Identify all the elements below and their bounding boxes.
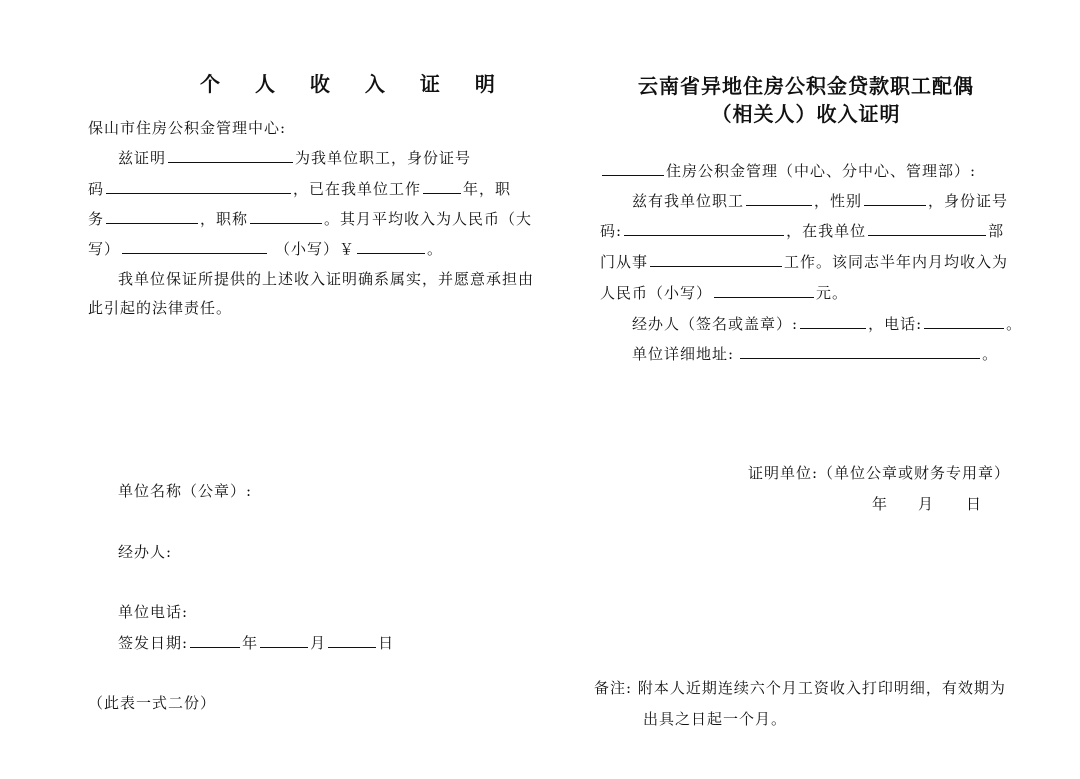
right-handler-blank[interactable] [800,313,866,329]
income-uppercase-blank[interactable] [122,238,267,254]
left-addressee: 保山市住房公积金管理中心: [88,119,287,137]
right-phone-blank[interactable] [924,313,1004,329]
issue-year-label: 年 [242,634,259,652]
employee-name-blank[interactable] [746,190,812,206]
right-line-3 [600,251,1008,272]
left-line-4-text-a: 写） [88,240,121,258]
left-line-4-text-b: （小写）￥ [275,240,356,258]
gender-blank[interactable] [864,190,926,206]
left-line-3-text-c: 。其月平均收入为人民币（大 [324,210,533,228]
position-blank[interactable] [106,208,198,224]
right-date-day: 日 [966,495,983,513]
right-line-4-text-b: 元。 [816,284,849,302]
handler-label: 经办人: [118,543,173,561]
issue-day-label: 日 [378,634,395,652]
right-line-2 [600,220,1004,241]
name-blank[interactable] [168,147,293,163]
right-line-1-text-c: ，身份证号 [928,192,1009,210]
right-address [632,343,998,364]
issue-date [118,632,394,653]
issue-day-blank[interactable] [328,632,376,648]
left-line-3-text-a: 务 [88,210,105,228]
left-line-2-text-c: 年，职 [463,180,512,198]
left-line-1-text-b: 为我单位职工，身份证号 [295,149,472,167]
remark-line-2: 出具之日起一个月。 [643,710,788,728]
right-line-2-text-c: 部 [988,222,1005,240]
left-line-1-text-a: 兹证明 [118,149,167,167]
right-addressee-text: 住房公积金管理（中心、分中心、管理部）: [666,162,977,180]
right-line-4 [600,282,848,303]
work-type-blank[interactable] [650,251,782,267]
right-line-1-text-a: 兹有我单位职工 [632,192,745,210]
left-line-3 [88,208,532,229]
right-line-3-text-b: 工作。该同志半年内月均收入为 [784,253,1009,271]
years-blank[interactable] [423,178,461,194]
monthly-income-blank[interactable] [714,282,814,298]
left-line-2 [88,178,511,199]
left-guarantee-2: 此引起的法律责任。 [88,299,233,317]
remark-line-1: 备注: 附本人近期连续六个月工资收入打印明细，有效期为 [594,679,1006,697]
right-phone-label: ，电话: [868,315,923,333]
right-phone-end: 。 [1006,315,1023,333]
left-line-3-text-b: ，职称 [200,210,249,228]
income-lowercase-blank[interactable] [357,238,425,254]
right-line-2-text-a: 码: [600,222,623,240]
left-line-1 [118,147,471,168]
certifier-label: 证明单位:（单位公章或财务专用章） [748,464,1011,482]
left-line-2-text-a: 码 [88,180,105,198]
right-line-2-text-b: ，在我单位 [786,222,867,240]
center-name-blank[interactable] [602,160,664,176]
issue-year-blank[interactable] [190,632,240,648]
issue-date-label: 签发日期: [118,634,189,652]
right-line-4-text-a: 人民币（小写） [600,284,713,302]
unit-name-label: 单位名称（公章）: [118,482,253,500]
issue-month-blank[interactable] [260,632,308,648]
right-title-line-1: 云南省异地住房公积金贷款职工配偶 [638,74,974,98]
right-line-1 [632,190,1008,211]
left-title: 个 人 收 入 证 明 [200,72,509,96]
right-addressee [600,160,976,181]
left-line-2-text-b: ，已在我单位工作 [293,180,422,198]
issue-month-label: 月 [310,634,327,652]
right-address-blank[interactable] [740,343,980,359]
right-date-year: 年 [872,495,889,513]
right-id-number-blank[interactable] [624,220,784,236]
right-line-3-text-a: 门从事 [600,253,649,271]
left-line-4-text-c: 。 [427,240,444,258]
right-date-month: 月 [918,495,935,513]
copies-note: （此表一式二份） [88,694,217,712]
department-blank[interactable] [868,220,986,236]
right-handler-label: 经办人（签名或盖章）: [632,315,799,333]
right-address-label: 单位详细地址: [632,345,735,363]
id-number-blank[interactable] [106,178,291,194]
title-blank[interactable] [250,208,322,224]
right-title-line-2: （相关人）收入证明 [711,102,901,126]
right-address-end: 。 [982,345,999,363]
unit-phone-label: 单位电话: [118,603,189,621]
left-line-4 [88,238,443,259]
left-guarantee-1: 我单位保证所提供的上述收入证明确系属实，并愿意承担由 [118,270,535,288]
right-line-1-text-b: ，性别 [814,192,863,210]
right-handler [632,313,1022,334]
